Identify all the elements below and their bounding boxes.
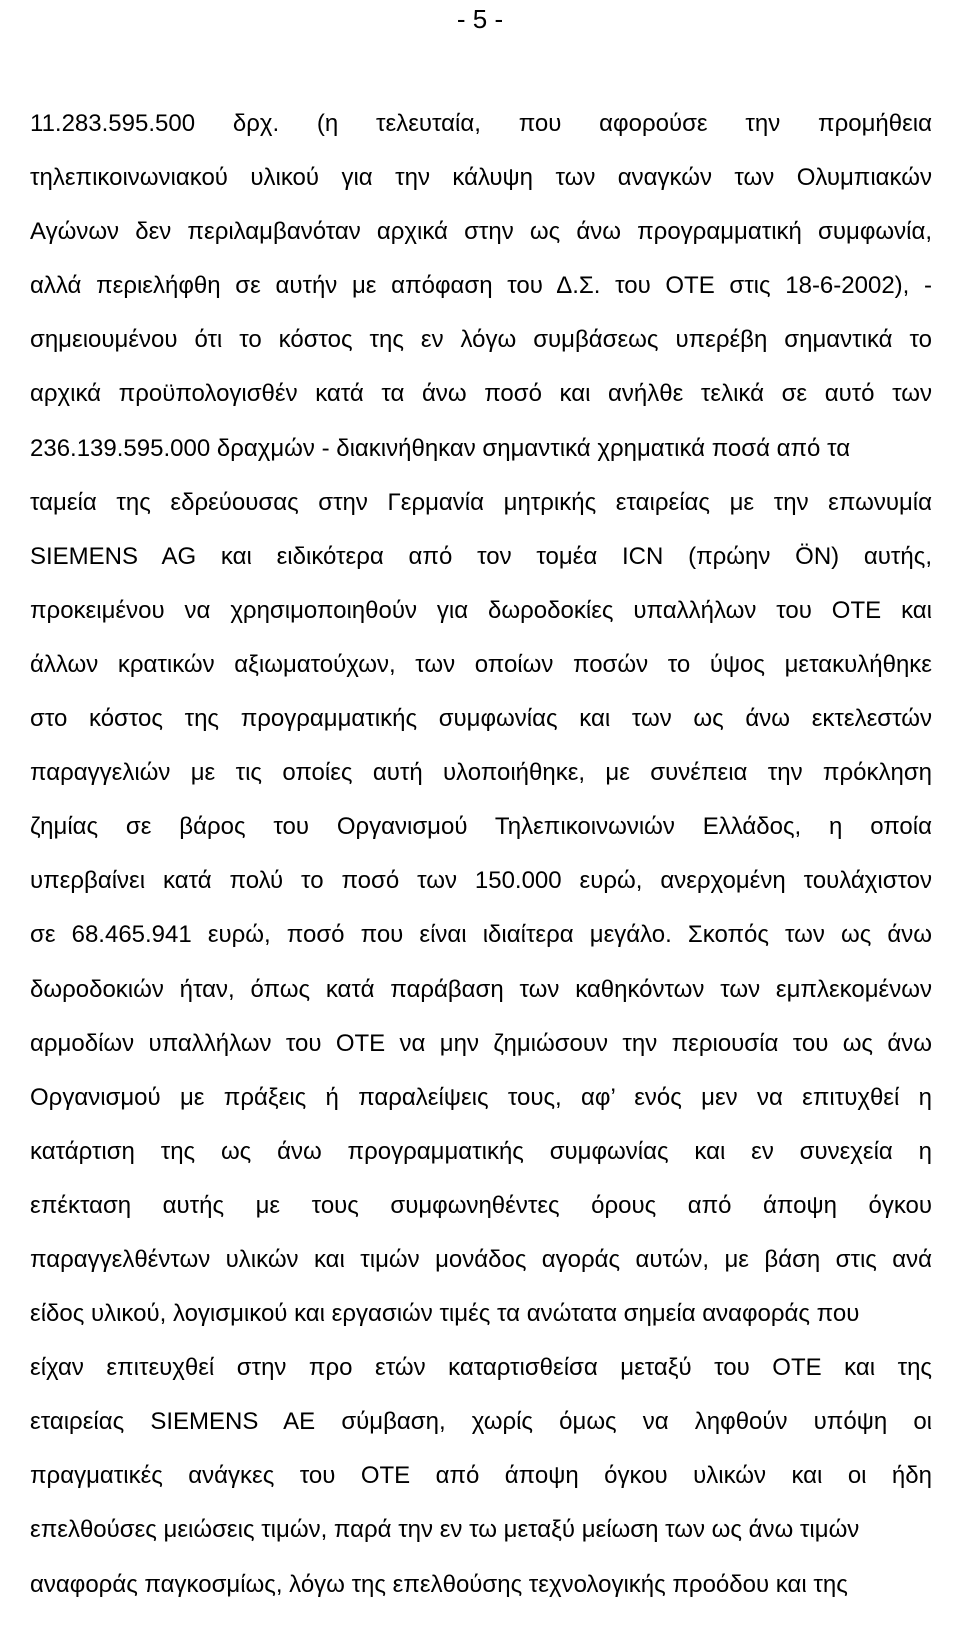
text-line: κατάρτιση της ως άνω προγραμματικής συμφωνίας και εν συνεχεία η: [30, 1137, 932, 1165]
text-line: στο κόστος της προγραμματικής συμφωνίας και των ως άνω εκτελεστών: [30, 705, 932, 733]
text-line: τηλεπικοινωνιακού υλικού για την κάλυψη των αναγκών των Ολυμπιακών: [30, 164, 932, 192]
text-line: επελθούσες μειώσεις τιμών, παρά την εν τω μεταξύ μείωση των ως άνω τιμών: [30, 1516, 860, 1544]
text-line: αναφοράς παγκοσμίως, λόγω της επελθούσης τεχνολογικής προόδου και της: [30, 1570, 848, 1598]
text-line: είδος υλικού, λογισμικού και εργασιών τιμές τα ανώτατα σημεία αναφοράς που: [30, 1300, 860, 1328]
text-line: εταιρείας SIEMENS AE σύμβαση, χωρίς όμως να ληφθούν υπόψη οι: [30, 1408, 932, 1436]
body-text: [30, 97, 932, 1612]
page-number: - 5 -: [456, 4, 504, 34]
text-line: υπερβαίνει κατά πολύ το ποσό των 150.000 ευρώ, ανερχομένη τουλάχιστον: [30, 867, 932, 895]
text-line: προκειμένου να χρησιμοποιηθούν για δωροδοκίες υπαλλήλων του ΟΤΕ και: [30, 596, 932, 624]
text-line: Οργανισμού με πράξεις ή παραλείψεις τους, αφ’ ενός μεν να επιτυχθεί η: [30, 1083, 932, 1111]
text-line: 236.139.595.000 δραχμών - διακινήθηκαν σημαντικά χρηματικά ποσά από τα: [30, 434, 851, 462]
text-line: ταμεία της εδρεύουσας στην Γερμανία μητρικής εταιρείας με την επωνυμία: [30, 488, 932, 516]
text-line: παραγγελθέντων υλικών και τιμών μονάδος αγοράς αυτών, με βάση στις ανά: [30, 1245, 932, 1273]
text-line: SIEMENS AG και ειδικότερα από τον τομέα ICN (πρώην ÖN) αυτής,: [30, 542, 932, 570]
text-line: αρχικά προϋπολογισθέν κατά τα άνω ποσό και ανήλθε τελικά σε αυτό των: [30, 380, 932, 408]
text-line: άλλων κρατικών αξιωματούχων, των οποίων ποσών το ύψος μετακυλήθηκε: [30, 650, 932, 678]
text-line: σε 68.465.941 ευρώ, ποσό που είναι ιδιαίτερα μεγάλο. Σκοπός των ως άνω: [30, 921, 932, 949]
text-line: πραγματικές ανάγκες του ΟΤΕ από άποψη όγκου υλικών και οι ήδη: [30, 1462, 932, 1490]
text-line: είχαν επιτευχθεί στην προ ετών καταρτισθείσα μεταξύ του ΟΤΕ και της: [30, 1354, 932, 1382]
text-line: σημειουμένου ότι το κόστος της εν λόγω συμβάσεως υπερέβη σημαντικά το: [30, 326, 932, 354]
text-line: αλλά περιελήφθη σε αυτήν με απόφαση του Δ.Σ. του ΟΤΕ στις 18-6-2002), -: [30, 272, 932, 300]
text-line: επέκταση αυτής με τους συμφωνηθέντες όρους από άποψη όγκου: [30, 1191, 932, 1219]
text-line: παραγγελιών με τις οποίες αυτή υλοποιήθηκε, με συνέπεια την πρόκληση: [30, 759, 932, 787]
text-line: δωροδοκιών ήταν, όπως κατά παράβαση των καθηκόντων των εμπλεκομένων: [30, 975, 932, 1003]
text-line: αρμοδίων υπαλλήλων του ΟΤΕ να μην ζημιώσουν την περιουσία του ως άνω: [30, 1029, 932, 1057]
text-line: Αγώνων δεν περιλαμβανόταν αρχικά στην ως άνω προγραμματική συμφωνία,: [30, 218, 932, 246]
text-line: ζημίας σε βάρος του Οργανισμού Τηλεπικοινωνιών Ελλάδος, η οποία: [30, 813, 932, 841]
text-line: 11.283.595.500 δρχ. (η τελευταία, που αφορούσε την προμήθεια: [30, 110, 932, 137]
